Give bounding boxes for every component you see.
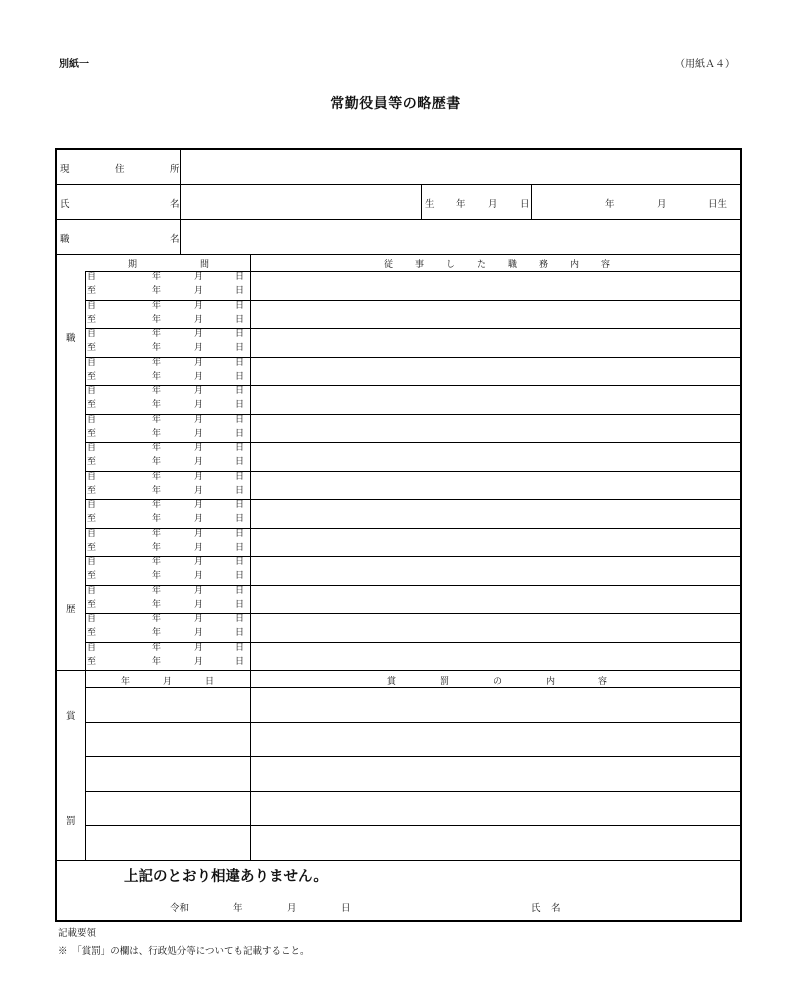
career-duty-field[interactable]	[252, 472, 738, 499]
birth-label-char-1: 生	[425, 199, 435, 210]
declaration-statement: 上記のとおり相違ありません。	[124, 868, 328, 885]
to-label: 至	[87, 542, 97, 553]
content-header-char-8: 容	[601, 260, 611, 270]
month-unit: 月	[194, 386, 204, 396]
address-label-char-1: 現	[60, 164, 70, 175]
period-header-char-2: 間	[200, 260, 210, 270]
to-label: 至	[87, 286, 97, 296]
day-unit: 日	[235, 357, 245, 368]
month-unit: 月	[194, 557, 204, 567]
content-header-char-4: た	[477, 260, 487, 270]
from-label: 自	[87, 300, 97, 311]
birth-day-unit: 日生	[708, 199, 728, 210]
month-unit: 月	[194, 585, 204, 596]
declaration-year-unit: 年	[233, 903, 243, 914]
year-unit: 年	[152, 585, 162, 596]
declaration-day-unit: 日	[341, 903, 351, 914]
career-duty-field[interactable]	[252, 643, 738, 670]
to-label: 至	[87, 400, 97, 410]
rule-h	[57, 670, 740, 671]
from-label: 自	[87, 614, 97, 624]
day-unit: 日	[235, 571, 245, 581]
month-unit: 月	[194, 371, 204, 382]
year-unit: 年	[152, 343, 162, 353]
day-unit: 日	[235, 329, 245, 339]
to-label: 至	[87, 371, 97, 382]
year-unit: 年	[152, 272, 162, 282]
award-content-field[interactable]	[252, 826, 738, 859]
from-label: 自	[87, 443, 97, 453]
day-unit: 日	[235, 343, 245, 353]
content-header-char-1: 従	[384, 260, 394, 270]
award-date-field[interactable]	[87, 688, 248, 721]
year-unit: 年	[152, 314, 162, 325]
address-label-char-2: 住	[115, 164, 125, 175]
award-content-header-char-1: 賞	[387, 677, 397, 687]
year-unit: 年	[152, 642, 162, 653]
day-unit: 日	[235, 656, 245, 667]
month-unit: 月	[194, 286, 204, 296]
career-duty-field[interactable]	[252, 529, 738, 556]
month-unit: 月	[194, 414, 204, 425]
page-title: 常勤役員等の略歴書	[330, 96, 461, 112]
declaration-era: 令和	[170, 903, 190, 914]
month-unit: 月	[194, 514, 204, 524]
month-unit: 月	[194, 428, 204, 439]
notes-heading: 記載要領	[58, 928, 97, 939]
day-unit: 日	[235, 514, 245, 524]
to-label: 至	[87, 428, 97, 439]
career-duty-field[interactable]	[252, 443, 738, 470]
day-unit: 日	[235, 599, 245, 610]
award-date-field[interactable]	[87, 826, 248, 859]
award-content-field[interactable]	[252, 688, 738, 721]
declaration-name-field[interactable]	[567, 894, 737, 914]
declaration-name-label-char-2: 名	[551, 903, 561, 914]
to-label: 至	[87, 599, 97, 610]
address-label-char-3: 所	[170, 164, 180, 175]
to-label: 至	[87, 457, 97, 467]
rule-h	[57, 219, 740, 220]
declaration-name-label-char-1: 氏	[531, 903, 541, 914]
month-unit: 月	[194, 329, 204, 339]
year-unit: 年	[152, 557, 162, 567]
career-duty-field[interactable]	[252, 586, 738, 613]
award-date-field[interactable]	[87, 757, 248, 790]
rule-h	[57, 184, 740, 185]
day-unit: 日	[235, 485, 245, 496]
award-date-header-month: 月	[163, 677, 173, 687]
paper-size-label: （用紙Ａ４）	[675, 59, 735, 70]
content-header-char-6: 務	[539, 260, 549, 270]
declaration-date-field[interactable]	[165, 894, 365, 914]
award-date-header-day: 日	[205, 677, 215, 687]
notes-item: ※ 「賞罰」の欄は、行政処分等についても記載すること。	[58, 946, 310, 957]
day-unit: 日	[235, 585, 245, 596]
year-unit: 年	[152, 628, 162, 638]
month-unit: 月	[194, 471, 204, 482]
month-unit: 月	[194, 485, 204, 496]
attachment-label: 別紙一	[59, 59, 89, 70]
birth-label-char-2: 年	[456, 199, 466, 210]
declaration-month-unit: 月	[287, 903, 297, 914]
day-unit: 日	[235, 272, 245, 282]
from-label: 自	[87, 500, 97, 510]
day-unit: 日	[235, 471, 245, 482]
career-duty-field[interactable]	[252, 358, 738, 385]
from-label: 自	[87, 471, 97, 482]
content-header-char-5: 職	[508, 260, 518, 270]
to-label: 至	[87, 343, 97, 353]
rule-v	[421, 185, 422, 219]
award-date-field[interactable]	[87, 792, 248, 825]
career-duty-field[interactable]	[252, 614, 738, 641]
to-label: 至	[87, 571, 97, 581]
year-unit: 年	[152, 286, 162, 296]
month-unit: 月	[194, 300, 204, 311]
year-unit: 年	[152, 656, 162, 667]
day-unit: 日	[235, 286, 245, 296]
career-duty-field[interactable]	[252, 329, 738, 356]
to-label: 至	[87, 485, 97, 496]
career-duty-field[interactable]	[252, 272, 738, 299]
from-label: 自	[87, 357, 97, 368]
content-header-char-7: 内	[570, 260, 580, 270]
year-unit: 年	[152, 471, 162, 482]
day-unit: 日	[235, 557, 245, 567]
year-unit: 年	[152, 457, 162, 467]
day-unit: 日	[235, 443, 245, 453]
year-unit: 年	[152, 614, 162, 624]
career-duty-field[interactable]	[252, 301, 738, 328]
from-label: 自	[87, 642, 97, 653]
month-unit: 月	[194, 599, 204, 610]
month-unit: 月	[194, 400, 204, 410]
career-duty-field[interactable]	[252, 415, 738, 442]
month-unit: 月	[194, 528, 204, 539]
from-label: 自	[87, 272, 97, 282]
year-unit: 年	[152, 542, 162, 553]
month-unit: 月	[194, 614, 204, 624]
career-side-label-top: 職	[66, 333, 76, 344]
birth-month-unit: 月	[657, 199, 667, 210]
month-unit: 月	[194, 457, 204, 467]
year-unit: 年	[152, 357, 162, 368]
year-unit: 年	[152, 300, 162, 311]
day-unit: 日	[235, 386, 245, 396]
day-unit: 日	[235, 528, 245, 539]
rule-v	[250, 254, 251, 670]
rule-v	[85, 670, 86, 860]
month-unit: 月	[194, 628, 204, 638]
from-label: 自	[87, 557, 97, 567]
award-content-field[interactable]	[252, 723, 738, 756]
birth-year-unit: 年	[605, 199, 615, 210]
month-unit: 月	[194, 571, 204, 581]
day-unit: 日	[235, 400, 245, 410]
rule-v	[85, 271, 86, 670]
to-label: 至	[87, 514, 97, 524]
year-unit: 年	[152, 500, 162, 510]
year-unit: 年	[152, 443, 162, 453]
career-side-label-bottom: 歴	[66, 604, 76, 615]
award-content-header-char-5: 容	[598, 677, 608, 687]
rule-v	[250, 670, 251, 860]
rule-v	[180, 150, 181, 254]
month-unit: 月	[194, 642, 204, 653]
award-content-field[interactable]	[252, 757, 738, 790]
awards-side-label-bottom: 罰	[66, 816, 76, 827]
day-unit: 日	[235, 414, 245, 425]
content-header-char-2: 事	[415, 260, 425, 270]
year-unit: 年	[152, 329, 162, 339]
content-header-char-3: し	[446, 260, 456, 270]
career-duty-field[interactable]	[252, 500, 738, 527]
year-unit: 年	[152, 571, 162, 581]
address-field[interactable]	[182, 152, 740, 183]
month-unit: 月	[194, 272, 204, 282]
to-label: 至	[87, 656, 97, 667]
birth-label-char-4: 日	[520, 199, 530, 210]
from-label: 自	[87, 329, 97, 339]
award-date-field[interactable]	[87, 723, 248, 756]
day-unit: 日	[235, 542, 245, 553]
position-label-char-2: 名	[170, 234, 180, 245]
name-label-char-2: 名	[170, 199, 180, 210]
year-unit: 年	[152, 386, 162, 396]
month-unit: 月	[194, 542, 204, 553]
career-duty-field[interactable]	[252, 386, 738, 413]
name-field[interactable]	[182, 187, 420, 218]
awards-side-label-top: 賞	[66, 711, 76, 722]
month-unit: 月	[194, 500, 204, 510]
to-label: 至	[87, 314, 97, 325]
award-content-header-char-2: 罰	[440, 677, 450, 687]
year-unit: 年	[152, 414, 162, 425]
month-unit: 月	[194, 343, 204, 353]
day-unit: 日	[235, 628, 245, 638]
year-unit: 年	[152, 428, 162, 439]
award-content-field[interactable]	[252, 792, 738, 825]
position-label-char-1: 職	[60, 234, 70, 245]
year-unit: 年	[152, 528, 162, 539]
award-date-header-year: 年	[121, 677, 131, 687]
from-label: 自	[87, 386, 97, 396]
rule-h	[57, 860, 740, 861]
birth-label-char-3: 月	[488, 199, 498, 210]
day-unit: 日	[235, 642, 245, 653]
month-unit: 月	[194, 443, 204, 453]
to-label: 至	[87, 628, 97, 638]
rule-v	[531, 185, 532, 219]
day-unit: 日	[235, 371, 245, 382]
career-duty-field[interactable]	[252, 557, 738, 584]
from-label: 自	[87, 414, 97, 425]
year-unit: 年	[152, 485, 162, 496]
month-unit: 月	[194, 357, 204, 368]
year-unit: 年	[152, 599, 162, 610]
award-content-header-char-4: 内	[546, 677, 556, 687]
day-unit: 日	[235, 500, 245, 510]
period-header-char-1: 期	[128, 260, 138, 270]
day-unit: 日	[235, 300, 245, 311]
name-label-char-1: 氏	[60, 199, 70, 210]
day-unit: 日	[235, 614, 245, 624]
day-unit: 日	[235, 428, 245, 439]
rule-h	[57, 254, 740, 255]
month-unit: 月	[194, 656, 204, 667]
from-label: 自	[87, 585, 97, 596]
position-field[interactable]	[182, 222, 740, 253]
year-unit: 年	[152, 400, 162, 410]
day-unit: 日	[235, 314, 245, 325]
from-label: 自	[87, 528, 97, 539]
day-unit: 日	[235, 457, 245, 467]
year-unit: 年	[152, 371, 162, 382]
resume-form	[55, 148, 742, 922]
award-content-header-char-3: の	[493, 677, 503, 687]
month-unit: 月	[194, 314, 204, 325]
year-unit: 年	[152, 514, 162, 524]
